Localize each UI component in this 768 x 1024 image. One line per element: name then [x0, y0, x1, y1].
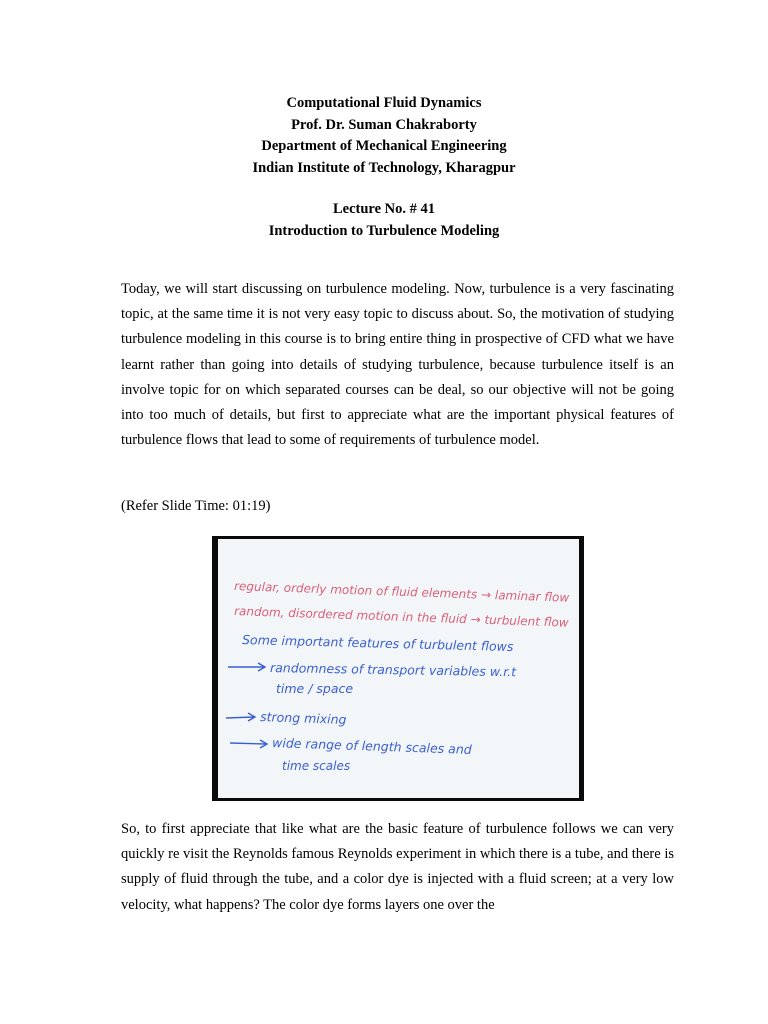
institute-name: Indian Institute of Technology, Kharagpur — [252, 159, 516, 176]
course-title: Computational Fluid Dynamics — [286, 95, 482, 111]
body-paragraph-1: Today, we will start discussing on turbulence modeling. Now, turbulence is a very fascinating topic, at the same time it is not very easy topic to discuss about. So, the motivation of studying turbulence modeling in this course is to bring entire thing in prospective of CFD what we have learnt rather than going into details of studying turbulence, because turbulence itself is an involve topic for on which separated courses can be deal, so our objective will not be going into too much of details, but first to appreciate what are the important physical features of turbulence flows that lead to some of requirements of turbulence model. — [121, 281, 674, 449]
slide-line-3: Some important features of turbulent flows — [241, 632, 514, 655]
lecture-title: Introduction to Turbulence Modeling — [268, 222, 500, 239]
lecture-slide-image — [212, 536, 584, 801]
slide-line-5: time / space — [276, 681, 354, 696]
slide-line-1: regular, orderly motion of fluid elements → laminar flow — [233, 579, 570, 605]
slide-line-6: strong mixing — [259, 709, 347, 728]
department-name: Department of Mechanical Engineering — [261, 138, 507, 154]
document-header — [0, 93, 768, 242]
slide-line-2: random, disordered motion in the fluid → turbulent flow — [233, 604, 569, 630]
slide-line-7: wide range of length scales and — [271, 735, 472, 757]
body-paragraph-2: So, to first appreciate that like what are the basic feature of turbulence follows we can very quickly re visit the Reynolds famous Reynolds experiment in which there is a tube, and there is supply of fluid through the tube, and a color dye is injected with a fluid screen; at a very low velocity, what happens? The color dye forms layers one over the — [121, 821, 674, 913]
lecture-number: Lecture No. # 41 — [332, 201, 436, 217]
professor-name: Prof. Dr. Suman Chakraborty — [291, 116, 477, 133]
slide-line-4: randomness of transport variables w.r.t — [269, 660, 517, 680]
slide-line-8: time scales — [282, 759, 351, 773]
slide-board — [212, 536, 584, 801]
refer-slide-time: (Refer Slide Time: 01:19) — [121, 498, 271, 514]
